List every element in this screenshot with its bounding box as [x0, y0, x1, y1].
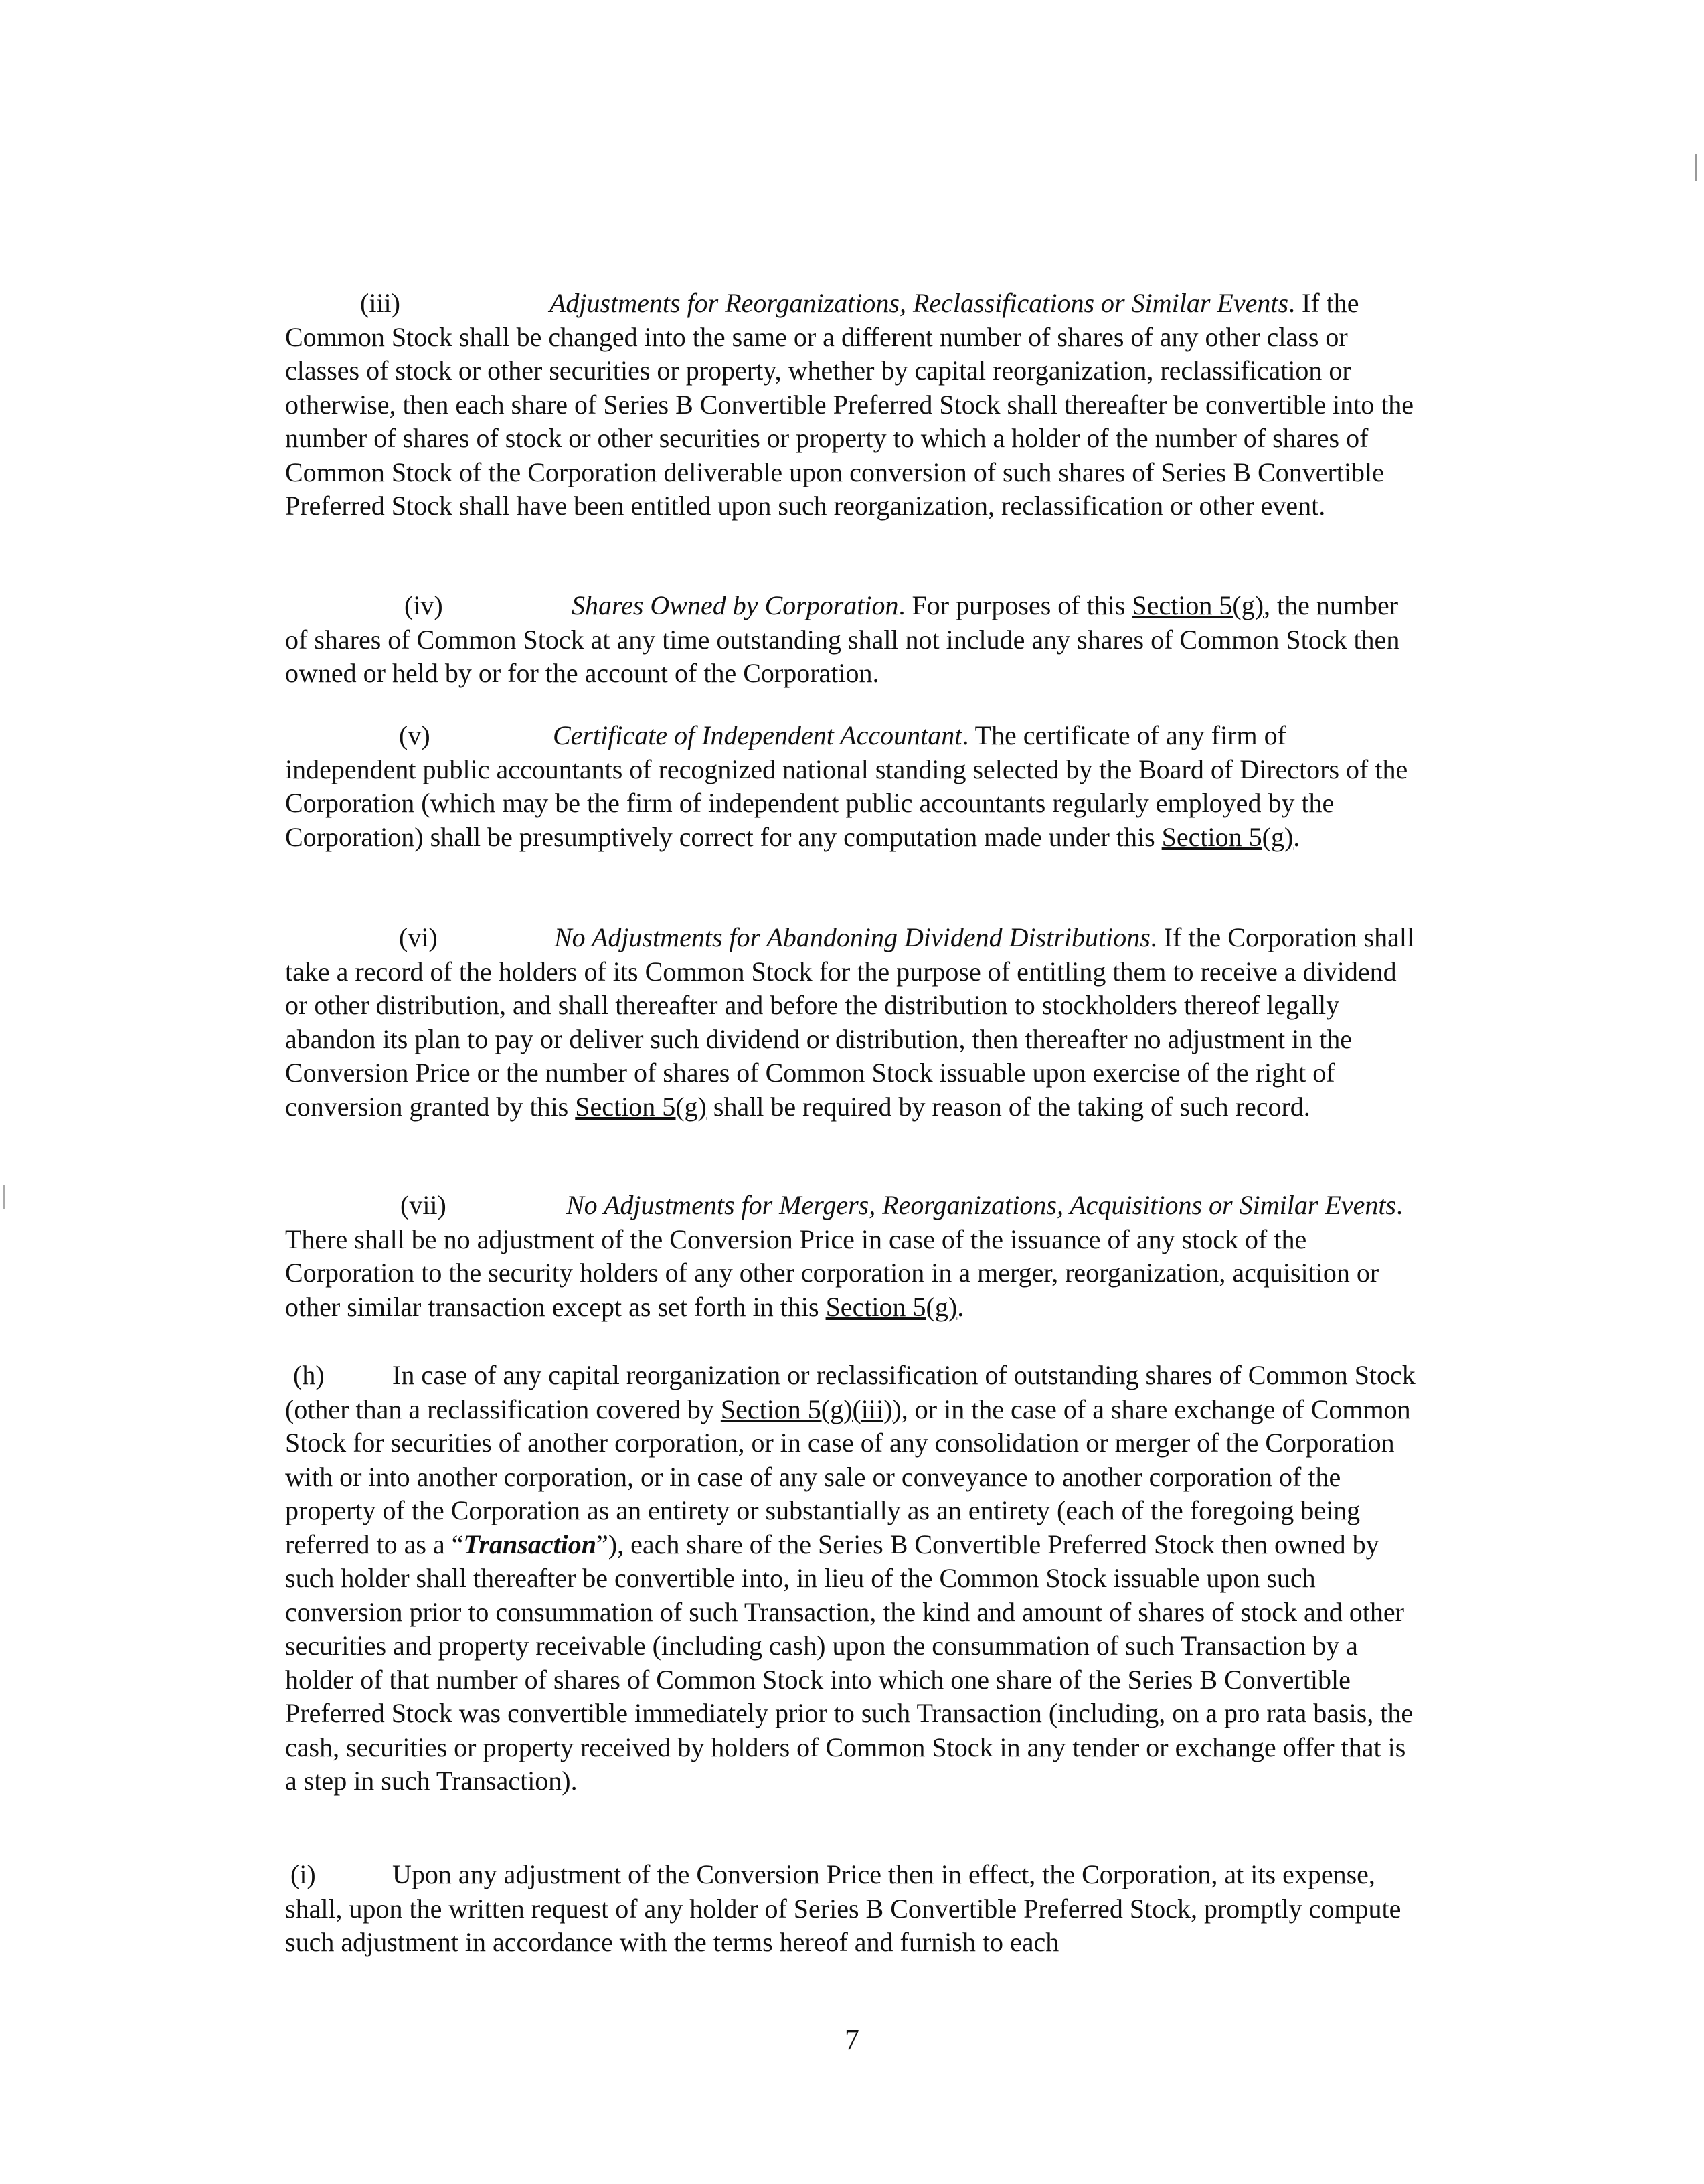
paragraph-text: . If the Common Stock shall be changed into the same or a different number of shares of any other class or classes of stock or other securities or property, whether by capital reorganization, reclassification or otherwise, then each share of Series B Convertible Preferred Stock shall thereafter be convertible into the number of shares of stock or other securities or property to which a holder of the number of shares of Common Stock of the Corporation deliverable upon conversion of such shares of Series B Convertible Preferred Stock shall have been entitled upon such reorganization, reclassification or other event. [285, 288, 1414, 521]
paragraph-i [285, 1858, 1423, 1960]
paragraph-number: (iv) [404, 590, 443, 620]
paragraph-vii [285, 1189, 1423, 1324]
scan-artifact [3, 1185, 5, 1209]
paragraph-heading: Adjustments for Reorganizations, Reclassifications or Similar Events [549, 288, 1289, 318]
paragraph-heading: No Adjustments for Abandoning Dividend Distributions [554, 922, 1151, 952]
section-reference: Section 5(g) [575, 1091, 707, 1122]
paragraph-vi [285, 921, 1423, 1124]
paragraph-text: . If the Corporation shall take a record of the holders of its Common Stock for the purpose of entitling them to receive a dividend or other distribution, and shall thereafter and before the distribution to stockholders thereof legally abandon its plan to pay or deliver such dividend or distribution, then thereafter no adjustment in the Conversion Price or the number of shares of Common Stock issuable upon exercise of the right of conversion granted by this [285, 922, 1415, 1122]
paragraph-text: In case of any capital reorganization or reclassification of outstanding shares of Common Stock (other than a reclassification covered by [285, 1360, 1416, 1424]
paragraph-text: . [1293, 821, 1300, 852]
paragraph-text: . [957, 1291, 964, 1322]
paragraph-text: ”), each share of the Series B Convertible Preferred Stock then owned by such holder shall thereafter be convertible into, in lieu of the Common Stock issuable upon such conversion prior to consummation of such Transaction, the kind and amount of shares of stock and other securities and property receivable (including cash) upon the consummation of such Transaction by a holder of that number of shares of Common Stock into which one share of the Series B Convertible Preferred Stock was convertible immediately prior to such Transaction (including, on a pro rata basis, the cash, securities or property received by holders of Common Stock in any tender or exchange offer that is a step in such Transaction). [285, 1529, 1414, 1796]
paragraph-number: (iii) [360, 288, 400, 318]
paragraph-h [285, 1359, 1423, 1798]
paragraph-heading: Shares Owned by Corporation [572, 590, 899, 620]
paragraph-number: (v) [399, 720, 430, 750]
paragraph-number: (vii) [400, 1190, 446, 1220]
paragraph-v [285, 719, 1423, 854]
paragraph-text: . The certificate of any firm of independent public accountants of recognized national standing selected by the Board of Directors of the Corporation (which may be the firm of independent public accountants regularly employed by the Corporation) shall be presumptively correct for any computation made under this [285, 720, 1408, 852]
paragraph-text: ), or in the case of a share exchange of Common Stock for securities of another corporation, or in case of any consolidation or merger of the Corporation with or into another corporation, or in case of any sale or conveyance to another corporation of the property of the Corporation as an entirety or substantially as an entirety (each of the foregoing being referred to as a “ [285, 1394, 1411, 1560]
paragraph-iv [285, 589, 1423, 691]
paragraph-text: Upon any adjustment of the Conversion Price then in effect, the Corporation, at its expense, shall, upon the written request of any holder of Series B Convertible Preferred Stock, promptly compute such adjustment in accordance with the terms hereof and furnish to each [285, 1859, 1401, 1957]
section-reference: Section 5(g) [825, 1291, 958, 1322]
paragraph-heading: Certificate of Independent Accountant [553, 720, 962, 750]
defined-term: Transaction [463, 1529, 597, 1560]
section-reference: Section 5(g)(iii) [720, 1394, 893, 1424]
paragraph-text: shall be required by reason of the taking of such record. [706, 1091, 1310, 1122]
page-number: 7 [845, 2023, 859, 2056]
paragraph-text: . For purposes of this [898, 590, 1132, 620]
paragraph-number: (vi) [399, 922, 438, 952]
section-reference: Section 5(g) [1161, 821, 1294, 852]
paragraph-text: . There shall be no adjustment of the Conversion Price in case of the issuance of any stock of the Corporation to the security holders of any other corporation in a merger, reorganization, acquisition or other similar transaction except as set forth in this [285, 1190, 1403, 1322]
paragraph-number: (i) [290, 1859, 316, 1889]
paragraph-number: (h) [293, 1360, 325, 1390]
paragraph-text: , the number of shares of Common Stock at any time outstanding shall not include any shares of Common Stock then owned or held by or for the account of the Corporation. [285, 590, 1400, 688]
scan-artifact [1695, 154, 1697, 181]
paragraph-heading: No Adjustments for Mergers, Reorganizations, Acquisitions or Similar Events [566, 1190, 1396, 1220]
paragraph-iii [285, 286, 1423, 523]
section-reference: Section 5(g) [1132, 590, 1264, 620]
